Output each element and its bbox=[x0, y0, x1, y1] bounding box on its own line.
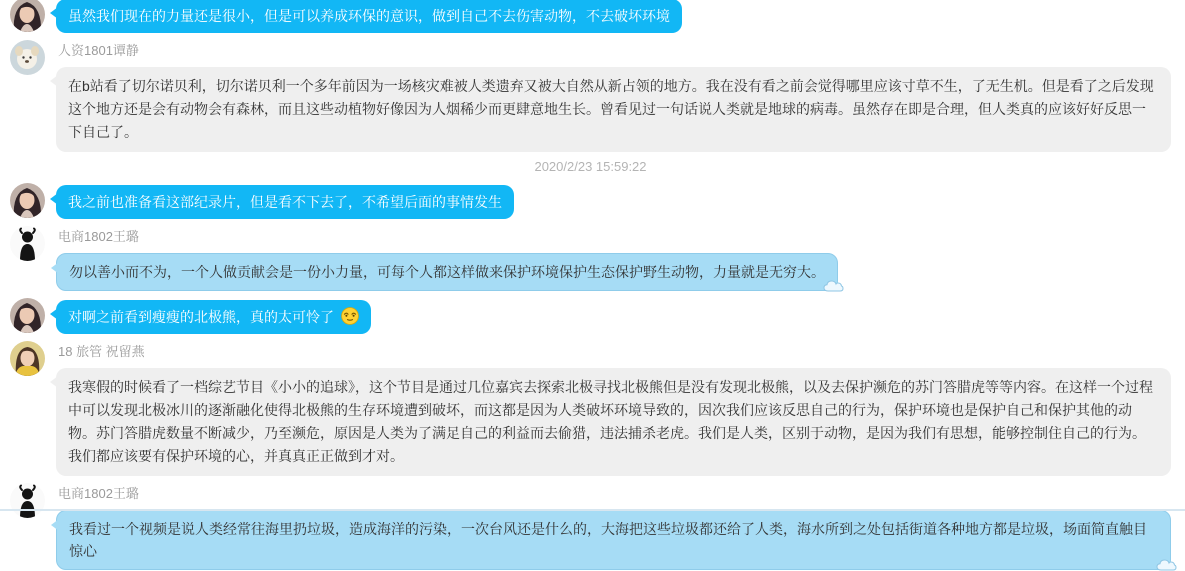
sender-name: 18 旅管 祝留燕 bbox=[58, 344, 145, 359]
cloud-emoji-icon bbox=[1155, 557, 1177, 571]
message-row bbox=[10, 298, 1171, 334]
cloud-emoji-icon bbox=[822, 278, 844, 292]
user-avatar[interactable] bbox=[10, 483, 45, 518]
message-bubble bbox=[56, 368, 1171, 476]
message-text: 勿以善小而不为，一个人做贡献会是一份小力量，可每个人都这样做来保护环境保护生态保护野生动物，力量就是无穷大。 bbox=[69, 264, 825, 280]
message-text: 我看过一个视频是说人类经常往海里扔垃圾，造成海洋的污染，一次台风还是什么的，大海把这些垃圾都还给了人类，海水所到之处包括街道各种地方都是垃圾，场面简直触目惊心 bbox=[69, 521, 1147, 559]
message-text: 我寒假的时候看了一档综艺节目《小小的追球》，这个节目是通过几位嘉宾去探索北极寻找北极熊但是没有发现北极熊，以及去保护濒危的苏门答腊虎等等内容。在这样一个过程中可以发现北极冰川的逐渐融化使得北极熊的生存环境遭到破坏，而这都是因为人类破坏环境导致的，因次我们应该反思自己的行为，保护环境也是保护自己和保护其他的动物。苏门答腊虎数量不断减少，乃至濒危，原因是人类为了满足自己的利益而去偷猎，违法捕杀老虎。我们是人类，区别于动物，是因为我们有思想，能够控制住自己的行为。我们都应该要有保护环境的心，并真真正正做到才对。 bbox=[68, 379, 1153, 464]
message-row bbox=[10, 0, 1171, 33]
message-text: 对啊之前看到瘦瘦的北极熊，真的太可怜了 bbox=[68, 309, 334, 325]
message-text: 在b站看了切尔诺贝利，切尔诺贝利一个多年前因为一场核灾难被人类遗弃又被大自然从新占领的地方。我在没有看之前会觉得哪里应该寸草不生，了无生机。但是看了之后发现这个地方还是会有动物会有森林，而且这些动植物好像因为人烟稀少而更肆意地生长。曾看见过一句话说人类就是地球的病毒。虽然存在即是合理，但人类真的应该好好反思一下自己了。 bbox=[68, 78, 1154, 140]
message-row bbox=[10, 226, 1171, 291]
message-bubble bbox=[56, 67, 1171, 152]
message-bubble bbox=[56, 510, 1171, 570]
user-avatar[interactable] bbox=[10, 341, 45, 376]
message-bubble bbox=[56, 300, 371, 334]
message-row bbox=[10, 40, 1171, 152]
message-bubble bbox=[56, 253, 838, 291]
message-row bbox=[10, 341, 1171, 476]
message-text: 虽然我们现在的力量还是很小，但是可以养成环保的意识，做到自己不去伤害动物，不去破坏环境 bbox=[68, 8, 670, 24]
rolling-eyes-emoji-icon bbox=[341, 307, 359, 325]
message-row bbox=[10, 183, 1171, 219]
user-avatar[interactable] bbox=[10, 183, 45, 218]
sender-name: 电商1802王璐 bbox=[58, 229, 139, 244]
sender-name: 人资1801谭静 bbox=[58, 43, 139, 58]
message-row bbox=[10, 483, 1171, 570]
user-avatar[interactable] bbox=[10, 226, 45, 261]
message-bubble bbox=[56, 0, 682, 33]
message-text: 我之前也准备看这部纪录片，但是看不下去了，不希望后面的事情发生 bbox=[68, 194, 502, 210]
message-bubble bbox=[56, 185, 514, 219]
timestamp: 2020/2/23 15:59:22 bbox=[534, 159, 647, 174]
sender-name: 电商1802王璐 bbox=[58, 486, 139, 501]
user-avatar[interactable] bbox=[10, 0, 45, 32]
user-avatar[interactable] bbox=[10, 298, 45, 333]
user-avatar[interactable] bbox=[10, 40, 45, 75]
